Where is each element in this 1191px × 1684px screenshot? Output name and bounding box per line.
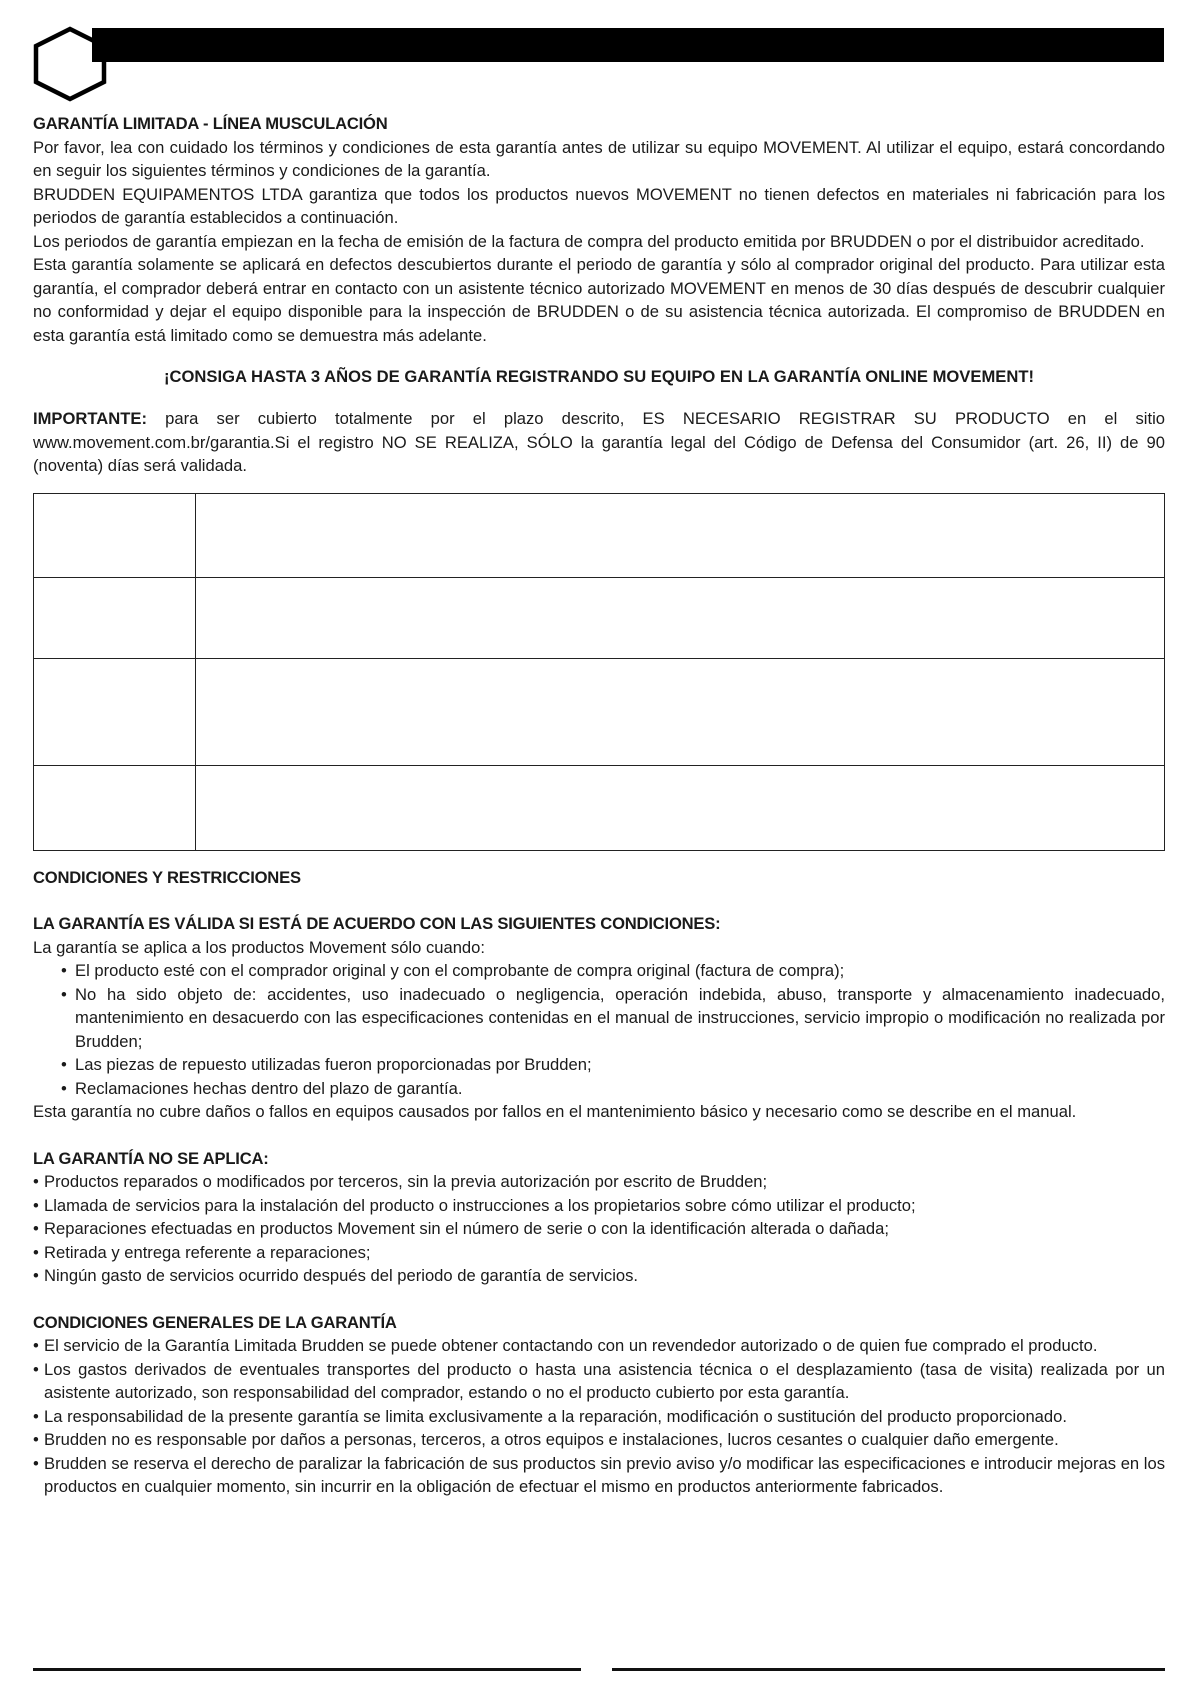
table-cell: [196, 493, 1165, 577]
table-row: [34, 493, 1165, 577]
table-cell: [196, 765, 1165, 850]
table-cell: [34, 658, 196, 765]
table-cell: [196, 577, 1165, 658]
table-row: [34, 658, 1165, 765]
table-cell: [196, 658, 1165, 765]
general-conditions-title: CONDICIONES GENERALES DE LA GARANTÍA: [33, 1312, 397, 1332]
table-cell: [34, 493, 196, 577]
important-label: IMPORTANTE:: [33, 409, 147, 428]
list-item: • Llamada de servicios para la instalación del producto o instrucciones a los propietarios sobre cómo utilizar el producto;: [33, 1194, 1165, 1218]
list-item: • No ha sido objeto de: accidentes, uso inadecuado o negligencia, operación indebida, abuso, transporte y almacenamiento inadecuado, mantenimiento en desacuerdo con las especificaciones contenidas en el manual de instrucciones, servicio impropio o modificación no realizada por Brudden;: [33, 983, 1165, 1054]
list-item: • La responsabilidad de la presente garantía se limita exclusivamente a la reparación, modificación o sustitución del producto proporcionado.: [33, 1405, 1165, 1429]
list-item: • El servicio de la Garantía Limitada Brudden se puede obtener contactando con un revendedor autorizado o de quien fue comprado el producto.: [33, 1334, 1165, 1358]
warranty-paragraph: BRUDDEN EQUIPAMENTOS LTDA garantiza que todos los productos nuevos MOVEMENT no tienen defectos en materiales ni fabricación para los periodos de garantía establecidos a continuación.: [33, 184, 1165, 227]
valid-footer: Esta garantía no cubre daños o fallos en equipos causados por fallos en el mantenimiento básico y necesario como se describe en el manual.: [33, 1102, 1077, 1121]
list-item: • Reparaciones efectuadas en productos Movement sin el número de serie o con la identificación alterada o dañada;: [33, 1217, 1165, 1241]
conditions-title: CONDICIONES Y RESTRICCIONES: [33, 867, 301, 887]
list-item: • Las piezas de repuesto utilizadas fueron proporcionadas por Brudden;: [33, 1053, 1165, 1077]
not-apply-list: [33, 1170, 1165, 1288]
signature-line-right: [612, 1668, 1165, 1671]
important-text: para ser cubierto totalmente por el plazo descrito, ES NECESARIO REGISTRAR SU PRODUCTO en el sitio www.movement.com.br/garantia.Si el registro NO SE REALIZA, SÓLO la garantía legal del Código de Defensa del Consumidor (art. 26, II) de 90 (noventa) días será validada.: [33, 409, 1165, 475]
promo-heading: ¡CONSIGA HASTA 3 AÑOS DE GARANTÍA REGISTRANDO SU EQUIPO EN LA GARANTÍA ONLINE MOVEMENT!: [164, 367, 1034, 386]
warranty-paragraph: Por favor, lea con cuidado los términos y condiciones de esta garantía antes de utilizar su equipo MOVEMENT. Al utilizar el equipo, estará concordando en seguir los siguientes términos y condiciones de la garantía.: [33, 137, 1165, 180]
list-item: • El producto esté con el comprador original y con el comprobante de compra original (factura de compra);: [33, 959, 1165, 983]
table-row: [34, 577, 1165, 658]
warranty-periods-table: [33, 493, 1165, 851]
table-cell: [34, 765, 196, 850]
list-item: • Reclamaciones hechas dentro del plazo de garantía.: [33, 1077, 1165, 1101]
list-item: • Retirada y entrega referente a reparaciones;: [33, 1241, 1165, 1265]
list-item: • Brudden no es responsable por daños a personas, terceros, a otros equipos e instalaciones, lucros cesantes o cualquier daño emergente.: [33, 1428, 1165, 1452]
valid-conditions-title: LA GARANTÍA ES VÁLIDA SI ESTÁ DE ACUERDO CON LAS SIGUIENTES CONDICIONES:: [33, 914, 721, 933]
signature-line-left: [33, 1668, 581, 1671]
warranty-title: GARANTÍA LIMITADA - LÍNEA MUSCULACIÓN: [33, 114, 388, 133]
warranty-paragraph: Esta garantía solamente se aplicará en defectos descubiertos durante el periodo de garantía y sólo al comprador original del producto. Para utilizar esta garantía, el comprador deberá entrar en contacto con un asistente técnico autorizado MOVEMENT en menos de 30 días después de descubrir cualquier no conformidad y dejar el equipo disponible para la inspección de BRUDDEN o de su asistencia técnica autorizada. El compromiso de BRUDDEN en esta garantía está limitado como se demuestra más adelante.: [33, 255, 1165, 345]
header-bar: [92, 28, 1164, 62]
valid-conditions-list: [33, 959, 1165, 1100]
not-apply-title: LA GARANTÍA NO SE APLICA:: [33, 1148, 269, 1168]
important-note: [33, 407, 1165, 478]
table-row: [34, 765, 1165, 850]
warranty-paragraph: Los periodos de garantía empiezan en la fecha de emisión de la factura de compra del producto emitida por BRUDDEN o por el distribuidor acreditado.: [33, 231, 1145, 251]
warranty-page: [33, 112, 1165, 1499]
table-cell: [34, 577, 196, 658]
list-item: • Brudden se reserva el derecho de paralizar la fabricación de sus productos sin previo aviso y/o modificar las especificaciones e introducir mejoras en los productos en cualquier momento, sin incurrir en la obligación de efectuar el mismo en productos anteriormente fabricados.: [33, 1452, 1165, 1499]
list-item: • Productos reparados o modificados por terceros, sin la previa autorización por escrito de Brudden;: [33, 1170, 1165, 1194]
general-conditions-list: [33, 1334, 1165, 1499]
list-item: • Ningún gasto de servicios ocurrido después del periodo de garantía de servicios.: [33, 1264, 1165, 1288]
valid-intro: La garantía se aplica a los productos Movement sólo cuando:: [33, 937, 485, 957]
list-item: • Los gastos derivados de eventuales transportes del producto o hasta una asistencia técnica o el desplazamiento (tasa de visita) realizada por un asistente autorizado, son responsabilidad del comprador, estando o no el producto cubierto por esta garantía.: [33, 1358, 1165, 1405]
